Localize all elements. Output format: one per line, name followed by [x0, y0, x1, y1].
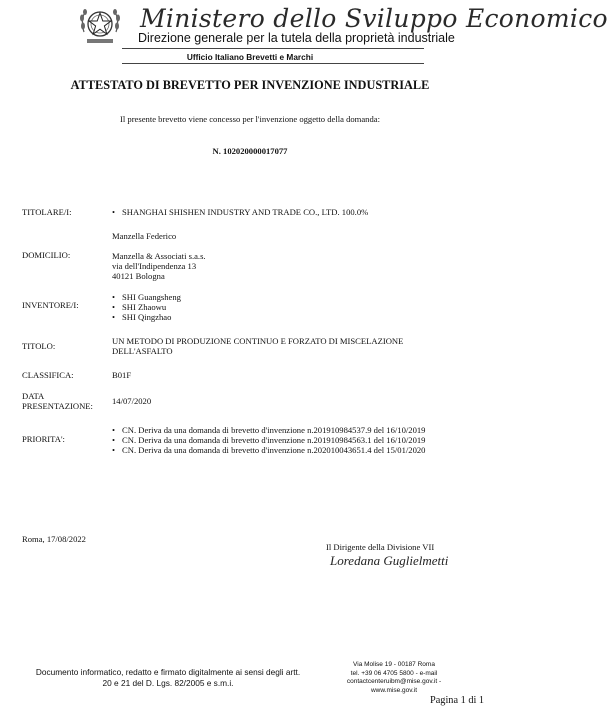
- inventore-item: • SHI Zhaowu: [112, 302, 181, 312]
- inventore-item: • SHI Qingzhao: [112, 312, 181, 322]
- footer-contact-line: contactcenteruibm@mise.gov.it -: [346, 678, 442, 685]
- titolare-item: • SHANGHAI SHISHEN INDUSTRY AND TRADE CO., LTD. 100.0%: [112, 207, 368, 217]
- domicilio-value: [112, 231, 206, 281]
- footer-contact-line: www.mise.gov.it: [370, 686, 418, 694]
- data-presentazione-label: [22, 391, 93, 411]
- handwritten-signature: Loredana Guglielmetti: [330, 553, 449, 568]
- page-number: Pagina 1 di 1: [430, 695, 485, 706]
- titolo-value: [112, 336, 403, 356]
- footer-contact: [330, 661, 458, 695]
- direzione-name: Direzione generale per la tutela della proprietà industriale: [138, 31, 455, 45]
- header-divider-top: [122, 48, 424, 49]
- domicilio-line: [112, 241, 206, 251]
- titolo-line: UN METODO DI PRODUZIONE CONTINUO E FORZATO DI MISCELAZIONE: [112, 336, 404, 346]
- patent-number: N. 102020000017077: [212, 146, 288, 156]
- signer-role: Il Dirigente della Divisione VII: [326, 542, 435, 552]
- data-presentazione-value: 14/07/2020: [112, 396, 152, 406]
- domicilio-line: via dell'Indipendenza 13: [112, 261, 197, 271]
- republic-emblem-icon: [78, 2, 122, 48]
- intro-text: Il presente brevetto viene concesso per l'invenzione oggetto della domanda:: [120, 114, 380, 124]
- ministry-name: Ministero dello Sviluppo Economico: [140, 4, 608, 33]
- priorita-item: • CN. Deriva da una domanda di brevetto d'invenzione n.201910984563.1 del 16/10/2019: [112, 435, 425, 445]
- inventore-label: INVENTORE/I:: [22, 300, 79, 310]
- inventore-item: • SHI Guangsheng: [112, 292, 181, 302]
- priorita-value: [112, 425, 425, 455]
- place-date: Roma, 17/08/2022: [22, 534, 86, 544]
- inventore-value: [112, 292, 181, 322]
- domicilio-line: Manzella & Associati s.a.s.: [112, 251, 206, 261]
- priorita-label: PRIORITA':: [22, 434, 65, 444]
- document-title: ATTESTATO DI BREVETTO PER INVENZIONE INDUSTRIALE: [70, 78, 430, 92]
- domicilio-line: 40121 Bologna: [112, 271, 165, 281]
- domicilio-line: Manzella Federico: [112, 231, 177, 241]
- titolare-value: [112, 207, 368, 217]
- data-label-line: DATA: [22, 391, 45, 401]
- priorita-item: • CN. Deriva da una domanda di brevetto d'invenzione n.201910984537.9 del 16/10/2019: [112, 425, 425, 435]
- footer-legal-line: Documento informatico, redatto e firmato digitalmente ai sensi degli artt.: [35, 667, 301, 677]
- classifica-value: B01F: [112, 370, 132, 380]
- domicilio-label: DOMICILIO:: [22, 250, 71, 260]
- data-label-line: PRESENTAZIONE:: [22, 401, 93, 411]
- titolare-label: TITOLARE/I:: [22, 207, 72, 217]
- ufficio-name: Ufficio Italiano Brevetti e Marchi: [186, 52, 314, 62]
- titolo-label: TITOLO:: [22, 341, 56, 351]
- footer-contact-line: Via Molise 19 - 00187 Roma: [353, 661, 435, 668]
- footer-contact-line: tel. +39 06 4705 5800 - e-mail: [350, 669, 438, 677]
- titolo-line: DELL'ASFALTO: [112, 346, 173, 356]
- priorita-item: • CN. Deriva da una domanda di brevetto d'invenzione n.202010043651.4 del 15/01/2020: [112, 445, 425, 455]
- footer-legal-note: [18, 667, 318, 689]
- footer-legal-line: 20 e 21 del D. Lgs. 82/2005 e s.m.i.: [102, 678, 234, 688]
- header-divider-bottom: [122, 63, 424, 64]
- classifica-label: CLASSIFICA:: [22, 370, 74, 380]
